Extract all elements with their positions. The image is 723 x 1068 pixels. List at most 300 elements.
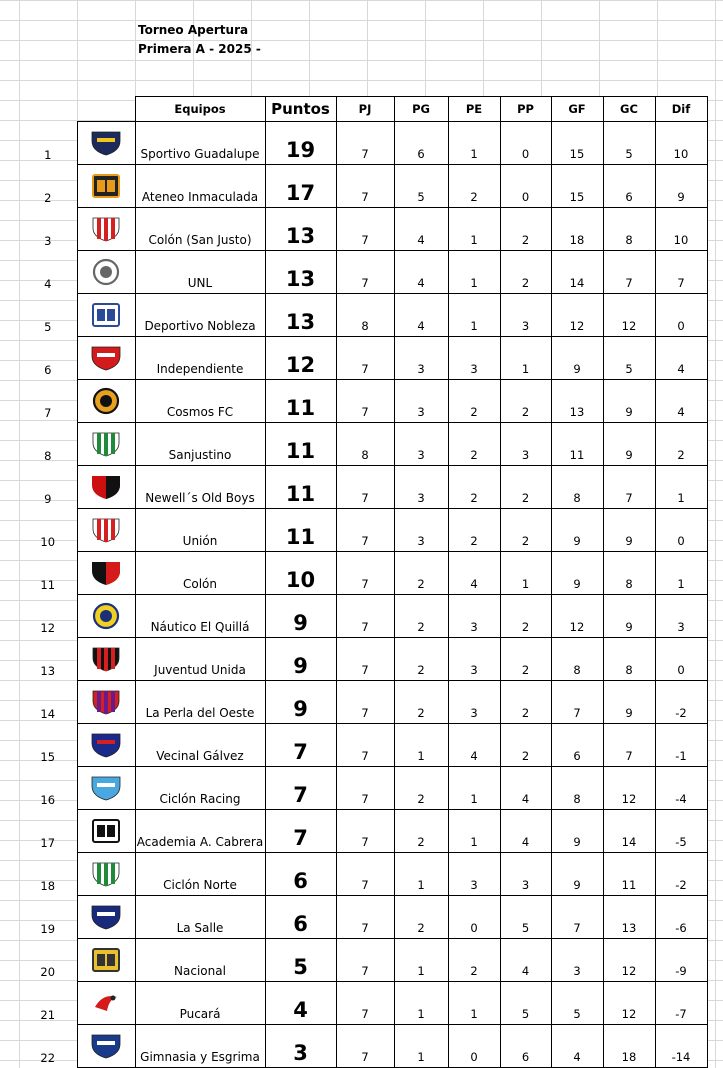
row-pg: 1 [394,939,448,982]
row-gf: 18 [551,208,603,251]
row-pts: 17 [265,165,336,208]
row-position: 15 [40,749,56,764]
row-team-name: Cosmos FC [135,380,265,423]
row-gc: 8 [603,552,655,595]
row-position: 2 [44,190,52,205]
row-pj: 7 [336,466,394,509]
header-dif: Dif [655,97,707,122]
row-position: 8 [44,448,52,463]
team-crest-icon [89,430,123,458]
header-gc: GC [603,97,655,122]
table-row [19,982,707,1025]
row-pg: 3 [394,509,448,552]
row-gc: 12 [603,939,655,982]
table-row [19,638,707,681]
row-team-name: Newell´s Old Boys [135,466,265,509]
row-dif: -6 [655,896,707,939]
row-dif: -2 [655,853,707,896]
row-pj: 7 [336,595,394,638]
row-pp: 3 [500,423,551,466]
standings-table [19,96,708,1068]
table-row [19,122,707,165]
row-position: 13 [40,663,56,678]
row-team-name: Náutico El Quillá [135,595,265,638]
row-pe: 3 [448,595,500,638]
table-row [19,466,707,509]
row-gc: 7 [603,466,655,509]
row-pp: 2 [500,724,551,767]
row-pts: 9 [265,638,336,681]
row-dif: 4 [655,380,707,423]
row-dif: 10 [655,122,707,165]
row-crest [77,767,135,810]
row-pg: 4 [394,251,448,294]
table-row [19,509,707,552]
row-pg: 3 [394,423,448,466]
row-pe: 3 [448,638,500,681]
row-pts: 11 [265,509,336,552]
row-pj: 8 [336,423,394,466]
row-dif: -2 [655,681,707,724]
row-gc: 5 [603,122,655,165]
row-pe: 2 [448,165,500,208]
table-row [19,165,707,208]
row-pg: 2 [394,552,448,595]
row-gf: 8 [551,466,603,509]
row-gf: 14 [551,251,603,294]
row-pg: 3 [394,337,448,380]
row-pj: 7 [336,122,394,165]
row-gc: 9 [603,509,655,552]
row-crest [77,294,135,337]
row-dif: 2 [655,423,707,466]
row-position: 4 [44,276,52,291]
row-pp: 2 [500,208,551,251]
row-pe: 1 [448,767,500,810]
row-team-name: Nacional [135,939,265,982]
row-pts: 7 [265,724,336,767]
row-pj: 7 [336,853,394,896]
row-pp: 2 [500,380,551,423]
row-pg: 3 [394,466,448,509]
row-pp: 2 [500,466,551,509]
table-row [19,1025,707,1068]
row-team-name: Sanjustino [135,423,265,466]
row-pe: 2 [448,380,500,423]
row-gc: 9 [603,423,655,466]
team-crest-icon [89,215,123,243]
row-gc: 12 [603,767,655,810]
row-crest [77,638,135,681]
row-dif: 7 [655,251,707,294]
row-gf: 6 [551,724,603,767]
team-crest-icon [89,473,123,501]
row-pe: 1 [448,122,500,165]
row-dif: -5 [655,810,707,853]
row-gf: 12 [551,595,603,638]
row-position: 9 [44,491,52,506]
row-pts: 7 [265,810,336,853]
row-gf: 8 [551,767,603,810]
row-pts: 10 [265,552,336,595]
row-gf: 4 [551,1025,603,1068]
row-dif: 9 [655,165,707,208]
row-pe: 1 [448,294,500,337]
row-pj: 7 [336,509,394,552]
row-crest [77,939,135,982]
team-crest-icon [89,645,123,673]
row-position: 20 [40,964,56,979]
row-dif: -4 [655,767,707,810]
row-pe: 4 [448,552,500,595]
row-pp: 2 [500,595,551,638]
tournament-title: Torneo Apertura [138,23,249,37]
team-crest-icon [89,344,123,372]
row-crest [77,1025,135,1068]
row-pg: 2 [394,595,448,638]
team-crest-icon [89,688,123,716]
row-team-name: Vecinal Gálvez [135,724,265,767]
row-position: 10 [40,534,56,549]
row-pg: 1 [394,982,448,1025]
team-crest-icon [89,731,123,759]
row-pe: 3 [448,853,500,896]
row-pj: 7 [336,939,394,982]
row-crest [77,208,135,251]
row-pe: 1 [448,810,500,853]
row-pe: 2 [448,423,500,466]
row-pts: 6 [265,896,336,939]
row-dif: 0 [655,509,707,552]
table-row [19,552,707,595]
row-pg: 1 [394,853,448,896]
row-dif: 0 [655,294,707,337]
row-dif: -7 [655,982,707,1025]
table-row [19,294,707,337]
row-dif: 10 [655,208,707,251]
row-crest [77,466,135,509]
row-position: 1 [44,147,52,162]
row-gc: 8 [603,638,655,681]
row-crest [77,552,135,595]
row-gf: 15 [551,165,603,208]
row-team-name: Juventud Unida [135,638,265,681]
row-pg: 2 [394,681,448,724]
row-pe: 2 [448,509,500,552]
row-pj: 7 [336,767,394,810]
row-gf: 9 [551,552,603,595]
row-pg: 3 [394,380,448,423]
row-team-name: Gimnasia y Esgrima [135,1025,265,1068]
header-pg: PG [394,97,448,122]
row-crest [77,122,135,165]
header-gf: GF [551,97,603,122]
team-crest-icon [89,946,123,974]
row-pg: 2 [394,767,448,810]
row-team-name: Colón (San Justo) [135,208,265,251]
row-gf: 12 [551,294,603,337]
row-gc: 11 [603,853,655,896]
row-position: 6 [44,362,52,377]
row-gc: 12 [603,294,655,337]
row-gf: 5 [551,982,603,1025]
row-pg: 4 [394,208,448,251]
table-row [19,595,707,638]
row-position: 3 [44,233,52,248]
row-gf: 7 [551,681,603,724]
row-pe: 0 [448,1025,500,1068]
row-crest [77,853,135,896]
header-pj: PJ [336,97,394,122]
table-row [19,251,707,294]
row-crest [77,165,135,208]
row-dif: 4 [655,337,707,380]
row-pp: 3 [500,294,551,337]
row-pp: 5 [500,896,551,939]
row-pe: 1 [448,982,500,1025]
table-row [19,853,707,896]
row-gc: 7 [603,724,655,767]
table-row [19,681,707,724]
row-crest [77,681,135,724]
row-pe: 1 [448,208,500,251]
team-crest-icon [89,258,123,286]
row-team-name: Deportivo Nobleza [135,294,265,337]
row-pts: 13 [265,251,336,294]
row-pj: 7 [336,251,394,294]
row-pj: 7 [336,552,394,595]
team-crest-icon [89,1032,123,1060]
row-pp: 2 [500,681,551,724]
row-pts: 7 [265,767,336,810]
team-crest-icon [89,172,123,200]
row-position: 14 [40,706,56,721]
row-pts: 13 [265,208,336,251]
table-row [19,423,707,466]
row-pp: 1 [500,337,551,380]
row-gc: 5 [603,337,655,380]
team-crest-icon [89,774,123,802]
row-gf: 3 [551,939,603,982]
row-pts: 11 [265,380,336,423]
row-dif: 3 [655,595,707,638]
team-crest-icon [89,516,123,544]
table-row [19,337,707,380]
row-pj: 7 [336,896,394,939]
header-row [19,97,707,122]
table-row [19,939,707,982]
table-row [19,208,707,251]
row-dif: 1 [655,552,707,595]
row-pj: 8 [336,294,394,337]
table-row [19,810,707,853]
team-crest-icon [89,387,123,415]
row-gf: 9 [551,810,603,853]
row-team-name: Academia A. Cabrera [135,810,265,853]
row-gc: 13 [603,896,655,939]
row-crest [77,251,135,294]
row-pe: 2 [448,466,500,509]
table-row [19,767,707,810]
standings-body [19,122,707,1068]
table-row [19,724,707,767]
header-points: Puntos [265,97,336,122]
row-gf: 9 [551,509,603,552]
row-pg: 6 [394,122,448,165]
row-gf: 11 [551,423,603,466]
row-pp: 0 [500,165,551,208]
row-pj: 7 [336,337,394,380]
row-position: 7 [44,405,52,420]
row-pj: 7 [336,208,394,251]
team-crest-icon [89,860,123,888]
row-pts: 12 [265,337,336,380]
row-pp: 4 [500,939,551,982]
row-pts: 19 [265,122,336,165]
row-pts: 3 [265,1025,336,1068]
header-pe: PE [448,97,500,122]
row-crest [77,380,135,423]
row-pg: 2 [394,810,448,853]
row-pe: 2 [448,939,500,982]
row-pj: 7 [336,724,394,767]
row-pj: 7 [336,1025,394,1068]
row-crest [77,896,135,939]
row-position: 16 [40,792,56,807]
row-pp: 2 [500,251,551,294]
row-pg: 1 [394,724,448,767]
row-pg: 4 [394,294,448,337]
row-pj: 7 [336,681,394,724]
row-crest [77,982,135,1025]
header-pp: PP [500,97,551,122]
header-team: Equipos [135,97,265,122]
tournament-subtitle: Primera A - 2025 - [138,42,261,56]
row-position: 22 [40,1050,56,1065]
row-gc: 18 [603,1025,655,1068]
row-crest [77,423,135,466]
row-crest [77,595,135,638]
row-pp: 1 [500,552,551,595]
row-pp: 3 [500,853,551,896]
row-gc: 6 [603,165,655,208]
row-position: 19 [40,921,56,936]
row-position: 21 [40,1007,56,1022]
row-team-name: Ateneo Inmaculada [135,165,265,208]
row-position: 5 [44,319,52,334]
row-gf: 9 [551,337,603,380]
row-gf: 13 [551,380,603,423]
row-team-name: Ciclón Racing [135,767,265,810]
row-crest [77,810,135,853]
row-pj: 7 [336,380,394,423]
row-position: 12 [40,620,56,635]
row-pj: 7 [336,982,394,1025]
row-team-name: Ciclón Norte [135,853,265,896]
row-pj: 7 [336,165,394,208]
row-gc: 9 [603,380,655,423]
row-crest [77,337,135,380]
row-team-name: Colón [135,552,265,595]
row-team-name: UNL [135,251,265,294]
row-pp: 0 [500,122,551,165]
row-pp: 4 [500,810,551,853]
row-pts: 6 [265,853,336,896]
row-pe: 1 [448,251,500,294]
row-dif: -1 [655,724,707,767]
table-row [19,380,707,423]
row-pts: 11 [265,423,336,466]
row-pe: 0 [448,896,500,939]
row-position: 18 [40,878,56,893]
team-crest-icon [89,989,123,1017]
row-dif: 0 [655,638,707,681]
row-team-name: Independiente [135,337,265,380]
row-pp: 4 [500,767,551,810]
team-crest-icon [89,602,123,630]
row-pts: 9 [265,681,336,724]
row-team-name: La Salle [135,896,265,939]
row-pj: 7 [336,810,394,853]
row-team-name: Unión [135,509,265,552]
row-pe: 3 [448,681,500,724]
row-position: 11 [40,577,56,592]
row-pe: 4 [448,724,500,767]
row-team-name: La Perla del Oeste [135,681,265,724]
team-crest-icon [89,301,123,329]
row-gc: 12 [603,982,655,1025]
row-pts: 4 [265,982,336,1025]
row-pg: 2 [394,896,448,939]
row-pg: 1 [394,1025,448,1068]
row-gc: 9 [603,681,655,724]
row-dif: -14 [655,1025,707,1068]
row-crest [77,724,135,767]
row-position: 17 [40,835,56,850]
row-pts: 5 [265,939,336,982]
table-row [19,896,707,939]
row-team-name: Pucará [135,982,265,1025]
row-pp: 6 [500,1025,551,1068]
row-pg: 2 [394,638,448,681]
row-pg: 5 [394,165,448,208]
row-gc: 14 [603,810,655,853]
row-gc: 7 [603,251,655,294]
row-gf: 7 [551,896,603,939]
row-gc: 9 [603,595,655,638]
row-pp: 2 [500,509,551,552]
row-pts: 13 [265,294,336,337]
team-crest-icon [89,903,123,931]
row-gf: 15 [551,122,603,165]
team-crest-icon [89,129,123,157]
row-pp: 2 [500,638,551,681]
team-crest-icon [89,559,123,587]
row-gc: 8 [603,208,655,251]
row-dif: -9 [655,939,707,982]
row-pj: 7 [336,638,394,681]
row-pe: 3 [448,337,500,380]
row-crest [77,509,135,552]
row-gf: 8 [551,638,603,681]
team-crest-icon [89,817,123,845]
row-pp: 5 [500,982,551,1025]
row-dif: 1 [655,466,707,509]
row-pts: 9 [265,595,336,638]
header-crest [77,97,135,122]
row-pts: 11 [265,466,336,509]
header-position [19,97,77,122]
